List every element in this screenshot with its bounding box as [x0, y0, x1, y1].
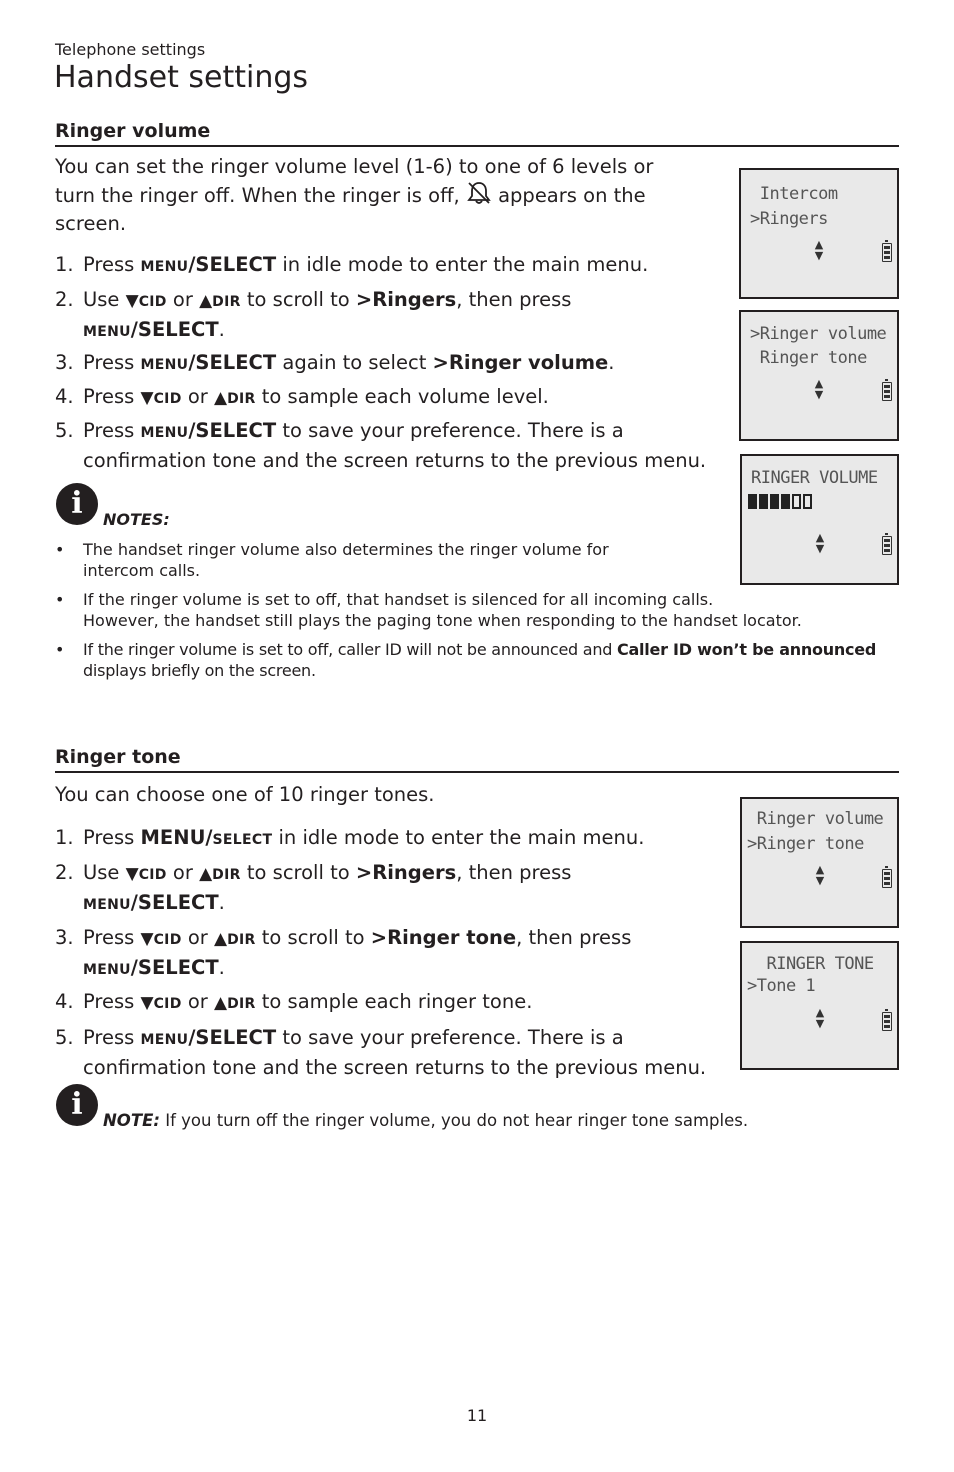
select-key: /SELECT: [130, 891, 219, 914]
step-text: to scroll to: [255, 926, 371, 949]
step-text: or: [166, 861, 200, 884]
step-text: in idle mode to enter the main menu.: [272, 826, 645, 849]
note-text: The handset ringer volume also determines the ringer volume for: [83, 540, 609, 559]
menu-key: MENU: [83, 324, 131, 340]
step-text: to sample each volume level.: [255, 385, 549, 408]
screen-line: Ringer tone: [750, 348, 867, 368]
note-item: [55, 589, 895, 633]
intro-text: turn the ringer off. When the ringer is off,: [55, 184, 460, 207]
step-text: Press: [83, 351, 141, 374]
step-number: 5.: [55, 1026, 74, 1049]
step-text: , then press: [516, 926, 632, 949]
handset-screen-ringer-volume-level: [740, 454, 899, 585]
scroll-arrows-icon: ▲ ▼: [814, 377, 824, 401]
ringer-tone-intro: You can choose one of 10 ringer tones.: [55, 783, 435, 806]
step-number: 5.: [55, 419, 74, 442]
note-text: If the ringer volume is set to off, caller ID will not be announced and: [83, 640, 617, 659]
cid-key: CID: [138, 294, 167, 310]
screen-line: >Ringers: [750, 209, 828, 229]
down-arrow-icon: ▼: [140, 929, 154, 949]
menu-option: >Ringers: [355, 861, 457, 884]
screen-line: >Ringer volume: [750, 324, 887, 344]
step-text: .: [608, 351, 615, 374]
step-text: to scroll to: [240, 861, 356, 884]
step-text: Press: [83, 419, 141, 442]
note-text: If the ringer volume is set to off, that handset is silenced for all incoming calls.: [83, 590, 714, 609]
battery-icon: [882, 382, 892, 401]
screen-line: >Tone 1: [747, 976, 816, 996]
step-text: .: [218, 956, 225, 979]
bullet-dot: •: [55, 640, 65, 659]
menu-key: MENU: [140, 1032, 189, 1048]
scroll-arrows-icon: ▲ ▼: [815, 531, 825, 555]
ringer-volume-intro: [55, 153, 653, 238]
down-arrow-icon: ▼: [125, 291, 139, 311]
step-number: 3.: [55, 351, 74, 374]
down-arrow-icon: ▼: [140, 993, 154, 1013]
notes-label: NOTES:: [103, 510, 170, 529]
volume-level-bar: [792, 494, 801, 509]
step-text: Press: [83, 385, 141, 408]
note-emphasis: Caller ID won’t be announced: [616, 640, 877, 659]
step-number: 3.: [55, 926, 74, 949]
note-text: intercom calls.: [83, 561, 201, 580]
step-4: [55, 383, 549, 413]
select-key: SELECT: [212, 832, 273, 848]
handset-screen-ringer-tone-menu: [740, 797, 899, 928]
select-key: /SELECT: [188, 253, 277, 276]
volume-level-bar: [759, 494, 768, 509]
step-1: [55, 824, 644, 854]
step-text: or: [181, 926, 214, 949]
scroll-arrows-icon: ▲ ▼: [815, 1006, 825, 1030]
select-key: /SELECT: [188, 419, 277, 442]
step-number: 2.: [55, 861, 74, 884]
step-5: [55, 417, 706, 475]
battery-icon: [882, 536, 892, 555]
step-text: Press: [83, 253, 141, 276]
step-text: confirmation tone and the screen returns to the previous menu.: [83, 449, 707, 472]
select-key: /SELECT: [130, 956, 219, 979]
section-heading-ringer-volume: Ringer volume: [55, 120, 899, 147]
page-number: 11: [466, 1406, 488, 1425]
step-2: [55, 286, 571, 346]
intro-line: You can set the ringer volume level (1-6) to one of 6 levels or: [55, 155, 654, 178]
volume-level-bar: [781, 494, 790, 509]
handset-screen-ringer-tone-select: [740, 941, 899, 1070]
step-number: 4.: [55, 990, 74, 1013]
down-arrow-icon: ▼: [125, 864, 139, 884]
menu-option: >Ringer tone: [370, 926, 517, 949]
breadcrumb: Telephone settings: [55, 40, 206, 59]
cid-key: CID: [138, 867, 167, 883]
info-icon: i: [56, 483, 98, 525]
menu-option: >Ringers: [355, 288, 457, 311]
step-3: [55, 924, 631, 984]
step-text: , then press: [456, 861, 572, 884]
scroll-arrows-icon: ▲ ▼: [814, 238, 824, 262]
dir-key: DIR: [212, 867, 241, 883]
intro-line: [55, 181, 653, 210]
battery-icon: [882, 1012, 892, 1031]
menu-key: MENU: [83, 897, 131, 913]
note-text: If you turn off the ringer volume, you do not hear ringer tone samples.: [159, 1111, 749, 1130]
step-text: Use: [83, 861, 126, 884]
volume-level-bar: [748, 494, 757, 509]
screen-line: >Ringer tone: [747, 834, 864, 854]
note-text: However, the handset still plays the paging tone when responding to the handset locator.: [83, 611, 802, 630]
battery-icon: [882, 243, 892, 262]
step-text: confirmation tone and the screen returns to the previous menu.: [83, 1056, 707, 1079]
note-item: [55, 639, 895, 683]
step-text: or: [181, 990, 214, 1013]
dir-key: DIR: [212, 294, 241, 310]
step-text: to scroll to: [240, 288, 356, 311]
step-text: to sample each ringer tone.: [255, 990, 533, 1013]
note-label: NOTE:: [103, 1111, 160, 1130]
step-number: 1.: [55, 826, 74, 849]
volume-level-bar: [803, 494, 812, 509]
select-key: /SELECT: [188, 1026, 277, 1049]
bullet-dot: •: [55, 590, 65, 609]
step-5: [55, 1024, 706, 1082]
select-key: /SELECT: [130, 318, 219, 341]
page-title: Handset settings: [54, 60, 309, 95]
step-text: to save your preference. There is a: [276, 419, 624, 442]
step-4: [55, 988, 532, 1018]
step-text: in idle mode to enter the main menu.: [276, 253, 649, 276]
up-arrow-icon: ▲: [213, 929, 228, 949]
menu-option: >Ringer volume: [432, 351, 609, 374]
volume-level-bars: [748, 494, 812, 509]
screen-line: RINGER VOLUME: [751, 468, 878, 488]
ringer-tone-note: [103, 1111, 748, 1130]
info-icon: i: [56, 1084, 98, 1126]
handset-screen-ringers: [739, 168, 899, 299]
step-text: .: [218, 318, 225, 341]
step-1: [55, 251, 648, 281]
step-text: or: [166, 288, 200, 311]
menu-key: MENU: [140, 425, 189, 441]
step-3: [55, 349, 614, 379]
note-text: displays briefly on the screen.: [83, 661, 316, 680]
dir-key: DIR: [227, 391, 256, 407]
up-arrow-icon: ▲: [199, 864, 213, 884]
step-number: 2.: [55, 288, 74, 311]
dir-key: DIR: [227, 996, 256, 1012]
screen-line: RINGER TONE: [747, 954, 874, 974]
step-text: Press: [83, 990, 141, 1013]
step-number: 4.: [55, 385, 74, 408]
cid-key: CID: [153, 932, 182, 948]
up-arrow-icon: ▲: [213, 993, 228, 1013]
menu-key: MENU: [140, 259, 189, 275]
step-text: Press: [83, 1026, 141, 1049]
bell-off-icon: [466, 181, 492, 205]
up-arrow-icon: ▲: [213, 388, 228, 408]
battery-icon: [882, 869, 892, 888]
handset-screen-ringer-volume-menu: [739, 310, 899, 441]
cid-key: CID: [153, 996, 182, 1012]
select-key: /SELECT: [188, 351, 277, 374]
step-text: or: [181, 385, 214, 408]
scroll-arrows-icon: ▲ ▼: [815, 863, 825, 887]
step-2: [55, 859, 571, 919]
dir-key: DIR: [227, 932, 256, 948]
step-text: , then press: [456, 288, 572, 311]
volume-level-bar: [770, 494, 779, 509]
menu-key: MENU/: [140, 826, 213, 849]
intro-line: screen.: [55, 212, 127, 235]
section-heading-ringer-tone: Ringer tone: [55, 746, 899, 773]
step-number: 1.: [55, 253, 74, 276]
menu-key: MENU: [83, 962, 131, 978]
screen-line: Intercom: [750, 184, 838, 204]
step-text: again to select: [276, 351, 433, 374]
step-text: Press: [83, 826, 141, 849]
down-arrow-icon: ▼: [140, 388, 154, 408]
intro-text: appears on the: [498, 184, 646, 207]
cid-key: CID: [153, 391, 182, 407]
step-text: Use: [83, 288, 126, 311]
menu-key: MENU: [140, 357, 189, 373]
up-arrow-icon: ▲: [199, 291, 213, 311]
step-text: Press: [83, 926, 141, 949]
screen-line: Ringer volume: [747, 809, 884, 829]
step-text: .: [218, 891, 225, 914]
bullet-dot: •: [55, 540, 65, 559]
step-text: to save your preference. There is a: [276, 1026, 624, 1049]
